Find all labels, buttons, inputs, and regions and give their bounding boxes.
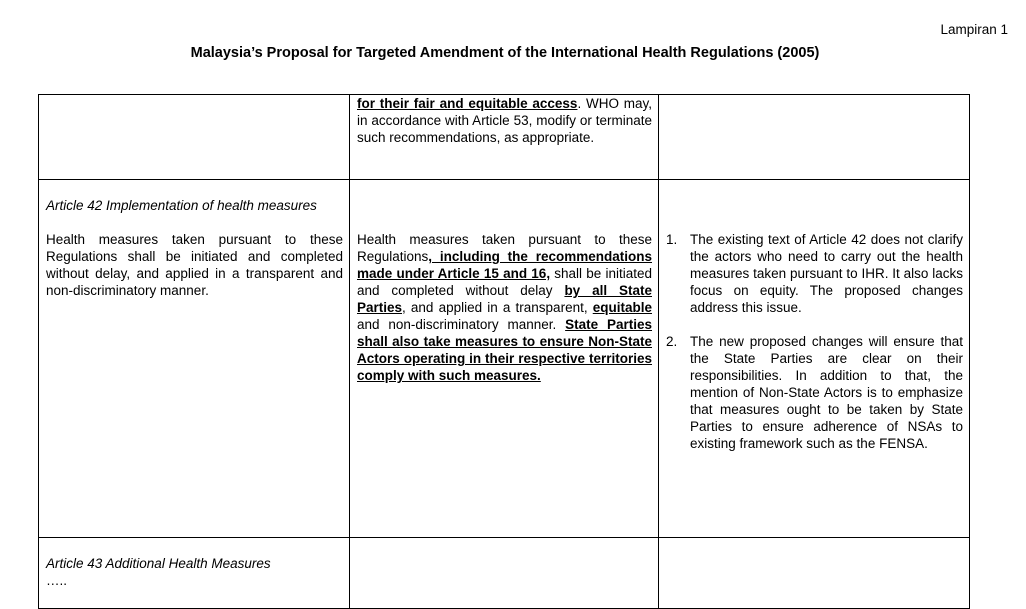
table-row-article-43 xyxy=(39,538,970,609)
proposal-cell xyxy=(350,538,659,609)
article-42-current-text: Health measures taken pursuant to these Regulations shall be initiated and completed without delay, and applied in a transparent and non-discriminatory manner. xyxy=(46,232,343,298)
proposal-bold-text: equitable xyxy=(592,300,652,315)
proposal-cell xyxy=(350,180,659,538)
proposal-text: , and applied in a transparent, xyxy=(402,300,593,315)
rationale-cell xyxy=(659,95,970,180)
article-43-ellipsis: ….. xyxy=(46,573,68,588)
rationale-cell xyxy=(659,538,970,609)
proposal-bold-text: State Parties shall also take measures to ensure Non-State Actors operating in their respective territories comply with such measures. xyxy=(357,317,653,383)
proposal-text: Health measures taken pursuant to these Regulations xyxy=(357,232,652,264)
proposal-text: and non-discriminatory manner. xyxy=(357,317,566,332)
proposal-cell xyxy=(350,95,659,180)
article-42-heading: Article 42 Implementation of health measures xyxy=(46,198,317,213)
document-title: Malaysia’s Proposal for Targeted Amendment of the International Health Regulations (2005) xyxy=(190,45,820,61)
current-text-cell xyxy=(39,180,350,538)
proposal-bold-text: for their fair and equitable access xyxy=(357,96,578,111)
current-text-cell xyxy=(39,95,350,180)
list-item: 1. The existing text of Article 42 does not clarify the actors who need to carry out the health measures taken pursuant to IHR. It also lacks focus on equity. The proposed changes address this issue. xyxy=(666,232,963,315)
proposal-text: shall be initiated and completed without delay xyxy=(357,266,652,298)
current-text-cell xyxy=(39,538,350,609)
table-row-continued xyxy=(39,95,970,180)
list-item: 2. The new proposed changes will ensure that the State Parties are clear on their responsibilities. In addition to that, the mention of Non-State Actors is to emphasize that measures ought to be taken by State Parties to ensure adherence of NSAs to existing framework such as the FENSA. xyxy=(666,334,963,451)
annex-label: Lampiran 1 xyxy=(940,22,1008,37)
proposal-bold-text: by all State Parties xyxy=(357,283,652,315)
rationale-list xyxy=(666,231,963,452)
proposal-bold-text: , including the recommendations made under Article 15 and 16, xyxy=(357,249,652,281)
table-row-article-42 xyxy=(39,180,970,538)
rationale-cell xyxy=(659,180,970,538)
amendment-table xyxy=(38,94,970,609)
article-43-heading: Article 43 Additional Health Measures xyxy=(46,556,271,571)
proposal-text: . WHO may, in accordance with Article 53, modify or terminate such recommendations, as appropriate. xyxy=(357,96,652,145)
